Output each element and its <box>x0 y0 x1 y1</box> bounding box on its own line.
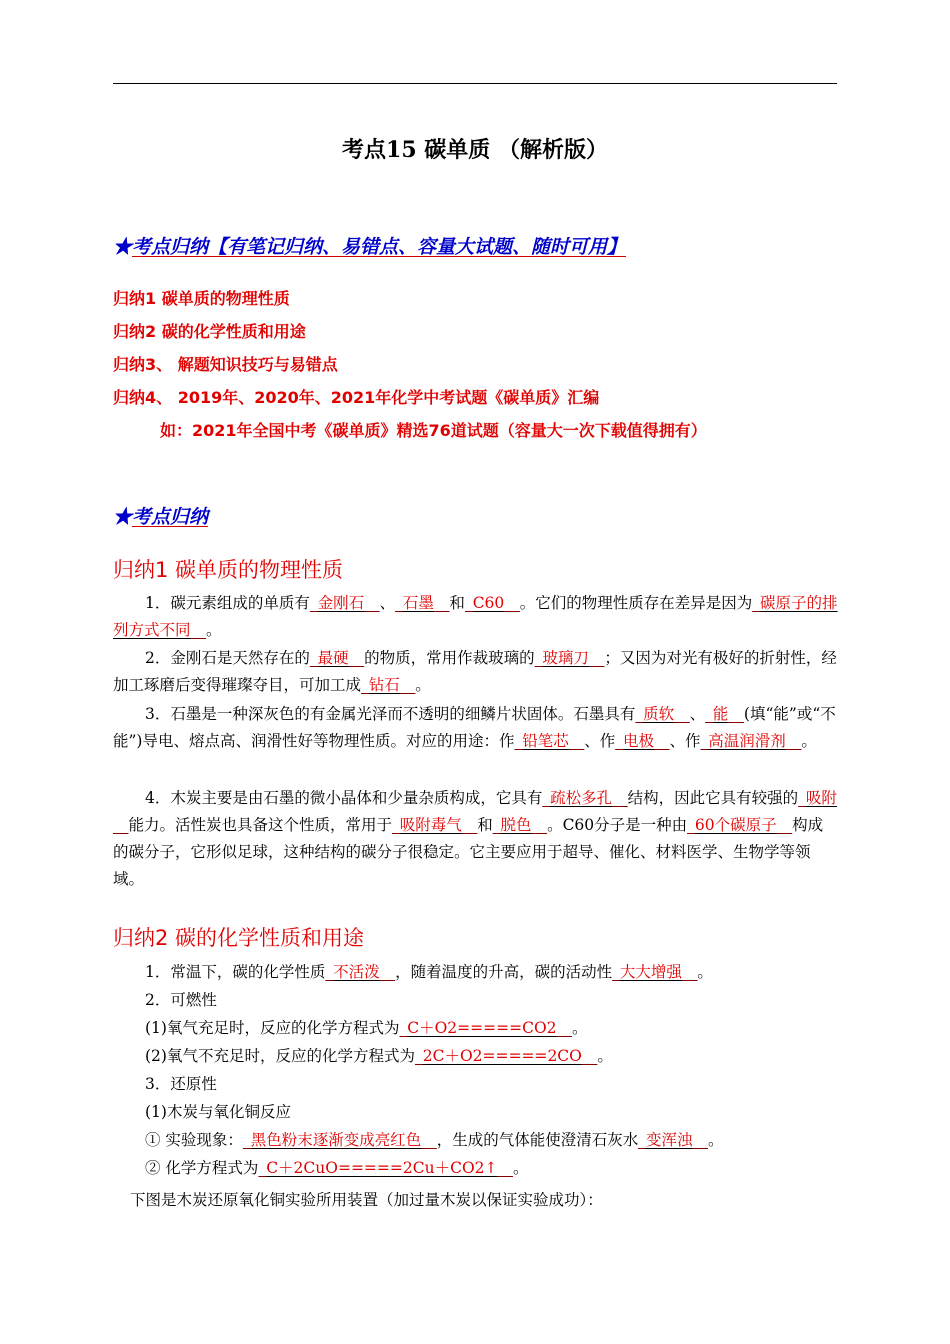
paragraph-4: 4．木炭主要是由石墨的微小晶体和少量杂质构成，它具有_疏松多孔__结构，因此它具有较强的_吸附__能力。活性炭也具备这个性质，常用于_吸附毒气__和_脱色__。C60分子是一种由_60个碳原子__构成的碳分子，它形似足球，这种结构的碳分子很稳定。它主要应用于超导、催化、材料医学、生物学等领域。 <box>113 789 837 888</box>
s2-line-6: (1)木炭与氧化铜反应 <box>145 1103 291 1121</box>
paragraph-1: 1．碳元素组成的单质有_金刚石__、_石墨__和_C60__。它们的物理性质存在差异是因为_碳原子的排列方式不同__。 <box>113 594 838 639</box>
page-title: 考点15 碳单质 （解析版） <box>342 137 608 163</box>
summary-header-2 <box>113 502 208 529</box>
paragraph-3: 3．石墨是一种深灰色的有金属光泽而不透明的细鳞片状固体。石墨具有_质软__、_能__(填“能”或“不能”)导电、熔点高、润滑性好等物理性质。对应的用途：作_铅笔芯__、作_电极__、作_高温润滑剂__。 <box>113 705 836 750</box>
s2-line-8: ② 化学方程式为_C＋2CuO=====2Cu＋CO2↑__。 <box>145 1159 529 1177</box>
s2-line-2: 2．可燃性 <box>145 991 217 1009</box>
toc-item-1: 归纳1 碳单质的物理性质 <box>113 289 290 308</box>
star-icon: ★ <box>113 506 133 528</box>
summary-header-2-text: 考点归纳 <box>132 506 209 528</box>
s2-line-7: ① 实验现象：_黑色粉末逐渐变成亮红色__，生成的气体能使澄清石灰水_变浑浊__。 <box>145 1131 724 1149</box>
summary-header <box>113 232 626 259</box>
toc-item-4: 归纳4、 2019年、2020年、2021年化学中考试题《碳单质》汇编 <box>113 388 600 407</box>
paragraph-2: 2．金刚石是天然存在的_最硬__的物质，常用作裁玻璃的_玻璃刀__；又因为对光有极好的折射性，经加工琢磨后变得璀璨夺目，可加工成_钻石__。 <box>113 649 837 694</box>
toc-item-2: 归纳2 碳的化学性质和用途 <box>113 322 306 341</box>
star-icon: ★ <box>113 236 133 258</box>
toc-item-3: 归纳3、 解题知识技巧与易错点 <box>113 355 338 374</box>
s2-line-4: (2)氧气不充足时，反应的化学方程式为_2C＋O2=====2CO__。 <box>145 1047 613 1065</box>
s2-line-9: 下图是木炭还原氧化铜实验所用装置（加过量木炭以保证实验成功）： <box>130 1191 603 1209</box>
summary-header-text: 考点归纳【有笔记归纳、易错点、容量大试题、随时可用】 <box>132 236 627 258</box>
header-rule <box>113 83 837 84</box>
s2-line-3: (1)氧气充足时，反应的化学方程式为_C＋O2=====CO2__。 <box>145 1019 588 1037</box>
s2-line-5: 3．还原性 <box>145 1075 217 1093</box>
section-2-title: 归纳2 碳的化学性质和用途 <box>113 926 365 950</box>
section-1-title: 归纳1 碳单质的物理性质 <box>113 558 344 582</box>
s2-line-1: 1．常温下，碳的化学性质_不活泼__，随着温度的升高，碳的活动性_大大增强__。 <box>145 963 713 981</box>
toc-item-5: 如：2021年全国中考《碳单质》精选76道试题（容量大一次下载值得拥有） <box>160 421 707 440</box>
